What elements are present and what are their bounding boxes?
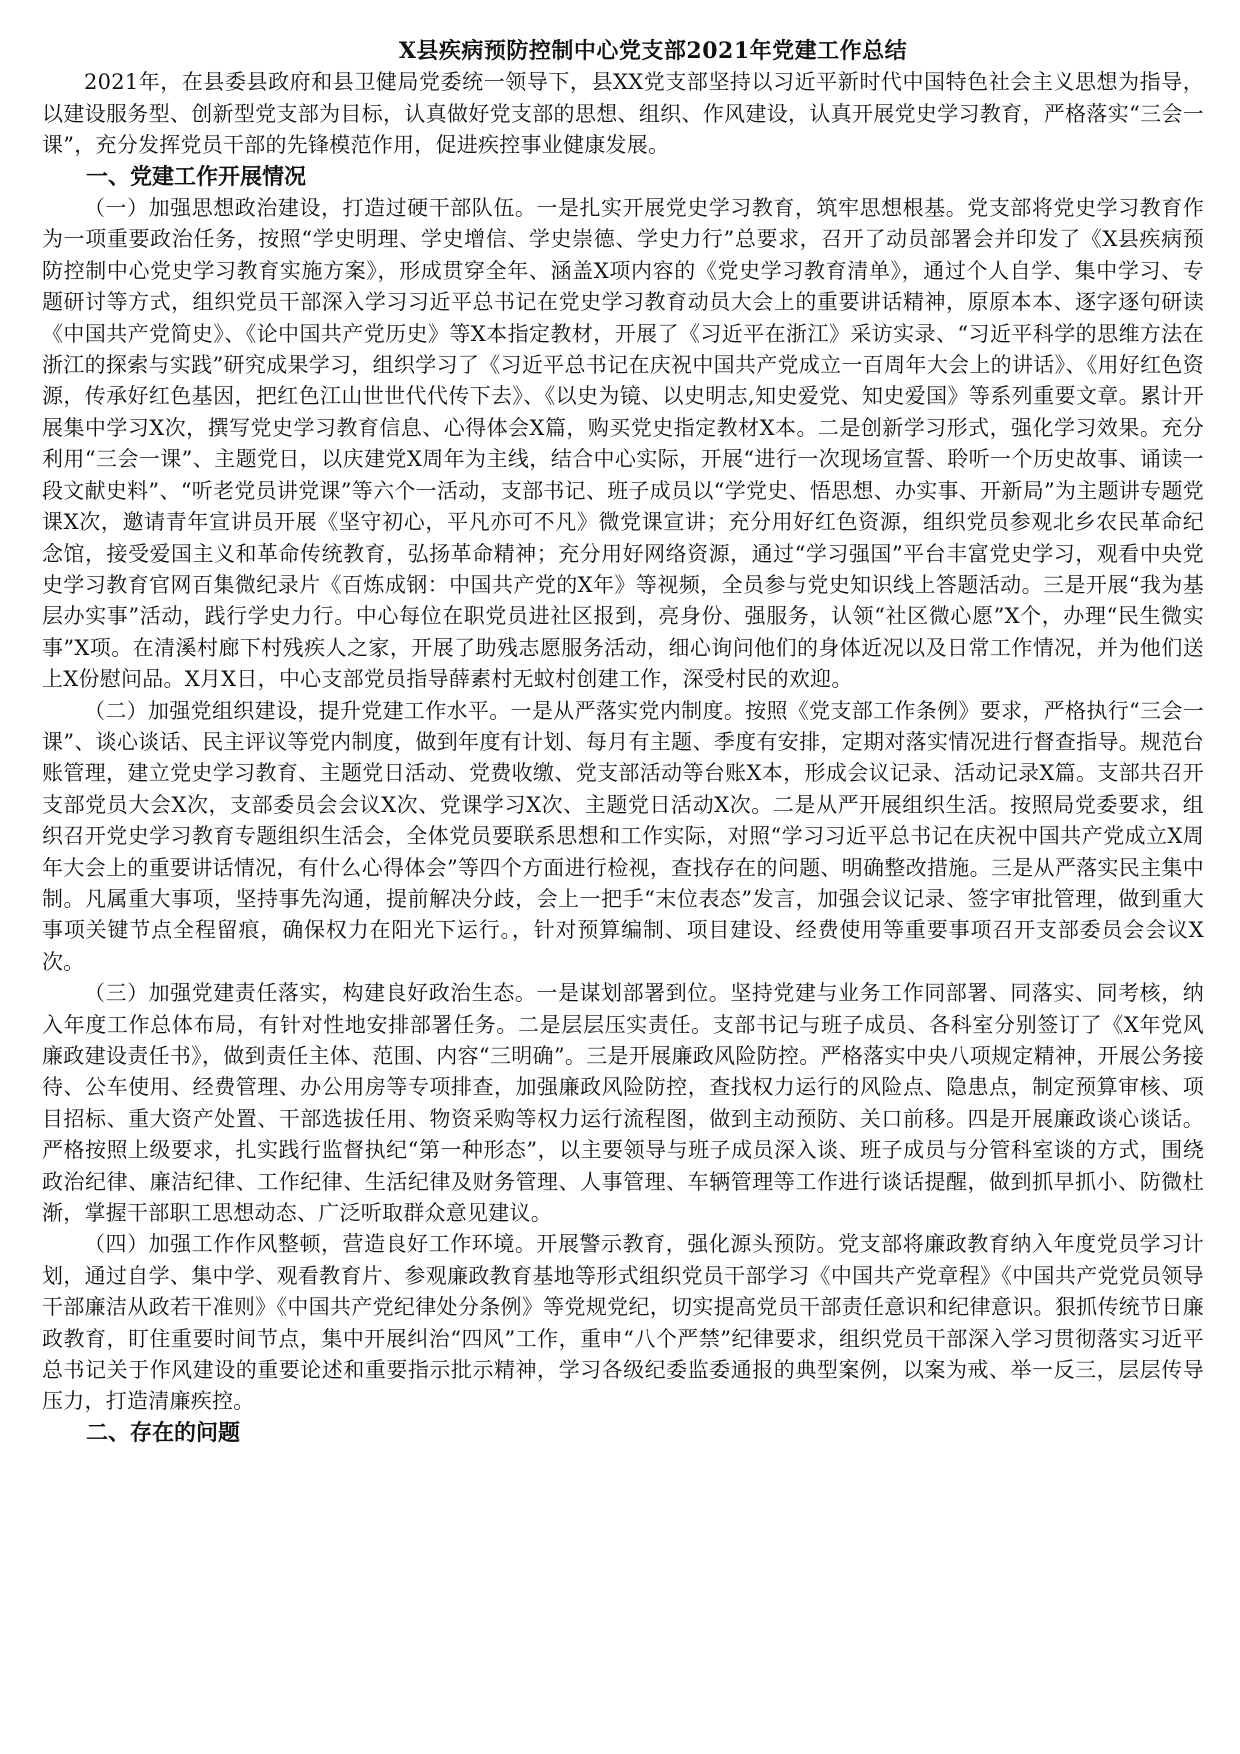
paragraph-section1-part4: （四）加强工作作风整顿，营造良好工作环境。开展警示教育，强化源头预防。党支部将廉政教育纳入年度党员学习计划，通过自学、集中学、观看教育片、参观廉政教育基地等形式组织党员干部学习《中国共产党章程》《中国共产党党员领导干部廉洁从政若干准则》《中国共产党纪律处分条例》等党规党纪，切实提高党员干部责任意识和纪律意识。狠抓传统节日廉政教育，盯住重要时间节点，集中开展纠治“四风”工作，重申“八个严禁”纪律要求，组织党员干部深入学习贯彻落实习近平总书记关于作风建设的重要论述和重要指示批示精神，学习各级纪委监委通报的典型案例，以案为戒、举一反三，层层传导压力，打造清廉疾控。	[42, 1232, 1204, 1414]
paragraph-section1-part2: （二）加强党组织建设，提升党建工作水平。一是从严落实党内制度。按照《党支部工作条例》要求，严格执行“三会一课”、谈心谈话、民主评议等党内制度，做到年度有计划、每月有主题、季度有安排，定期对落实情况进行督查指导。规范台账管理，建立党史学习教育、主题党日活动、党费收缴、党支部活动等台账X本，形成会议记录、活动记录X篇。支部共召开支部党员大会X次，支部委员会会议X次、党课学习X次、主题党日活动X次。二是从严开展组织生活。按照局党委要求，组织召开党史学习教育专题组织生活会，全体党员要联系思想和工作实际，对照“学习习近平总书记在庆祝中国共产党成立X周年大会上的重要讲话情况，有什么心得体会”等四个方面进行检视，查找存在的问题、明确整改措施。三是从严落实民主集中制。凡属重大事项，坚持事先沟通，提前解决分歧，会上一把手“末位表态”发言，加强会议记录、签字审批管理，做到重大事项关键节点全程留痕，确保权力在阳光下运行。，针对预算编制、项目建设、经费使用等重要事项召开支部委员会会议X次。	[42, 698, 1204, 974]
paragraph-section1-part3: （三）加强党建责任落实，构建良好政治生态。一是谋划部署到位。坚持党建与业务工作同部署、同落实、同考核，纳入年度工作总体布局，有针对性地安排部署任务。二是层层压实责任。支部书记与班子成员、各科室分别签订了《X年党风廉政建设责任书》，做到责任主体、范围、内容“三明确”。三是开展廉政风险防控。严格落实中央八项规定精神，开展公务接待、公车使用、经费管理、办公用房等专项排查，加强廉政风险防控，查找权力运行的风险点、隐患点，制定预算审核、项目招标、重大资产处置、干部选拔任用、物资采购等权力运行流程图，做到主动预防、关口前移。四是开展廉政谈心谈话。严格按照上级要求，扎实践行监督执纪“第一种形态”，以主要领导与班子成员深入谈、班子成员与分管科室谈的方式，围绕政治纪律、廉洁纪律、工作纪律、生活纪律及财务管理、人事管理、车辆管理等工作进行谈话提醒，做到抓早抓小、防微杜渐，掌握干部职工思想动态、广泛听取群众意见建议。	[42, 981, 1204, 1226]
section-heading-1: 一、党建工作开展情况	[86, 163, 307, 190]
intro-paragraph: 2021年，在县委县政府和县卫健局党委统一领导下，县XX党支部坚持以习近平新时代中国特色社会主义思想为指导，以建设服务型、创新型党支部为目标，认真做好党支部的思想、组织、作风建设，认真开展党史学习教育，严格落实“三会一课”，充分发挥党员干部的先锋模范作用，促进疾控事业健康发展。	[42, 70, 1204, 158]
paragraph-section1-part1: （一）加强思想政治建设，打造过硬干部队伍。一是扎实开展党史学习教育，筑牢思想根基。党支部将党史学习教育作为一项重要政治任务，按照“学史明理、学史增信、学史崇德、学史力行”总要求，召开了动员部署会并印发了《X县疾病预防控制中心党史学习教育实施方案》，形成贯穿全年、涵盖X项内容的《党史学习教育清单》，通过个人自学、集中学习、专题研讨等方式，组织党员干部深入学习习近平总书记在党史学习教育动员大会上的重要讲话精神，原原本本、逐字逐句研读《中国共产党简史》、《论中国共产党历史》等X本指定教材，开展了《习近平在浙江》采访实录、“习近平科学的思维方法在浙江的探索与实践”研究成果学习，组织学习了《习近平总书记在庆祝中国共产党成立一百周年大会上的讲话》、《用好红色资源，传承好红色基因，把红色江山世世代代传下去》、《以史为镜、以史明志,知史爱党、知史爱国》等系列重要文章。累计开展集中学习X次，撰写党史学习教育信息、心得体会X篇，购买党史指定教材X本。二是创新学习形式，强化学习效果。充分利用“三会一课”、主题党日，以庆建党X周年为主线，结合中心实际，开展“进行一次现场宣誓、聆听一个历史故事、诵读一段文献史料”、“听老党员讲党课”等六个一活动，支部书记、班子成员以“学党史、悟思想、办实事、开新局”为主题讲专题党课X次，邀请青年宣讲员开展《坚守初心，平凡亦可不凡》微党课宣讲；充分用好红色资源，组织党员参观北乡农民革命纪念馆，接受爱国主义和革命传统教育，弘扬革命精神；充分用好网络资源，通过“学习强国”平台丰富党史学习，观看中央党史学习教育官网百集微纪录片《百炼成钢：中国共产党的X年》等视频，全员参与党史知识线上答题活动。三是开展“我为基层办实事”活动，践行学史力行。中心每位在职党员进社区报到，亮身份、强服务，认领“社区微心愿”X个，办理“民生微实事”X项。在清溪村廊下村残疾人之家，开展了助残志愿服务活动，细心询问他们的身体近况以及日常工作情况，并为他们送上X份慰问品。X月X日，中心支部党员指导薛素村无蚊村创建工作，深受村民的欢迎。	[42, 196, 1204, 692]
document-title: X县疾病预防控制中心党支部2021年党建工作总结	[398, 38, 908, 64]
section-heading-2: 二、存在的问题	[86, 1419, 241, 1446]
